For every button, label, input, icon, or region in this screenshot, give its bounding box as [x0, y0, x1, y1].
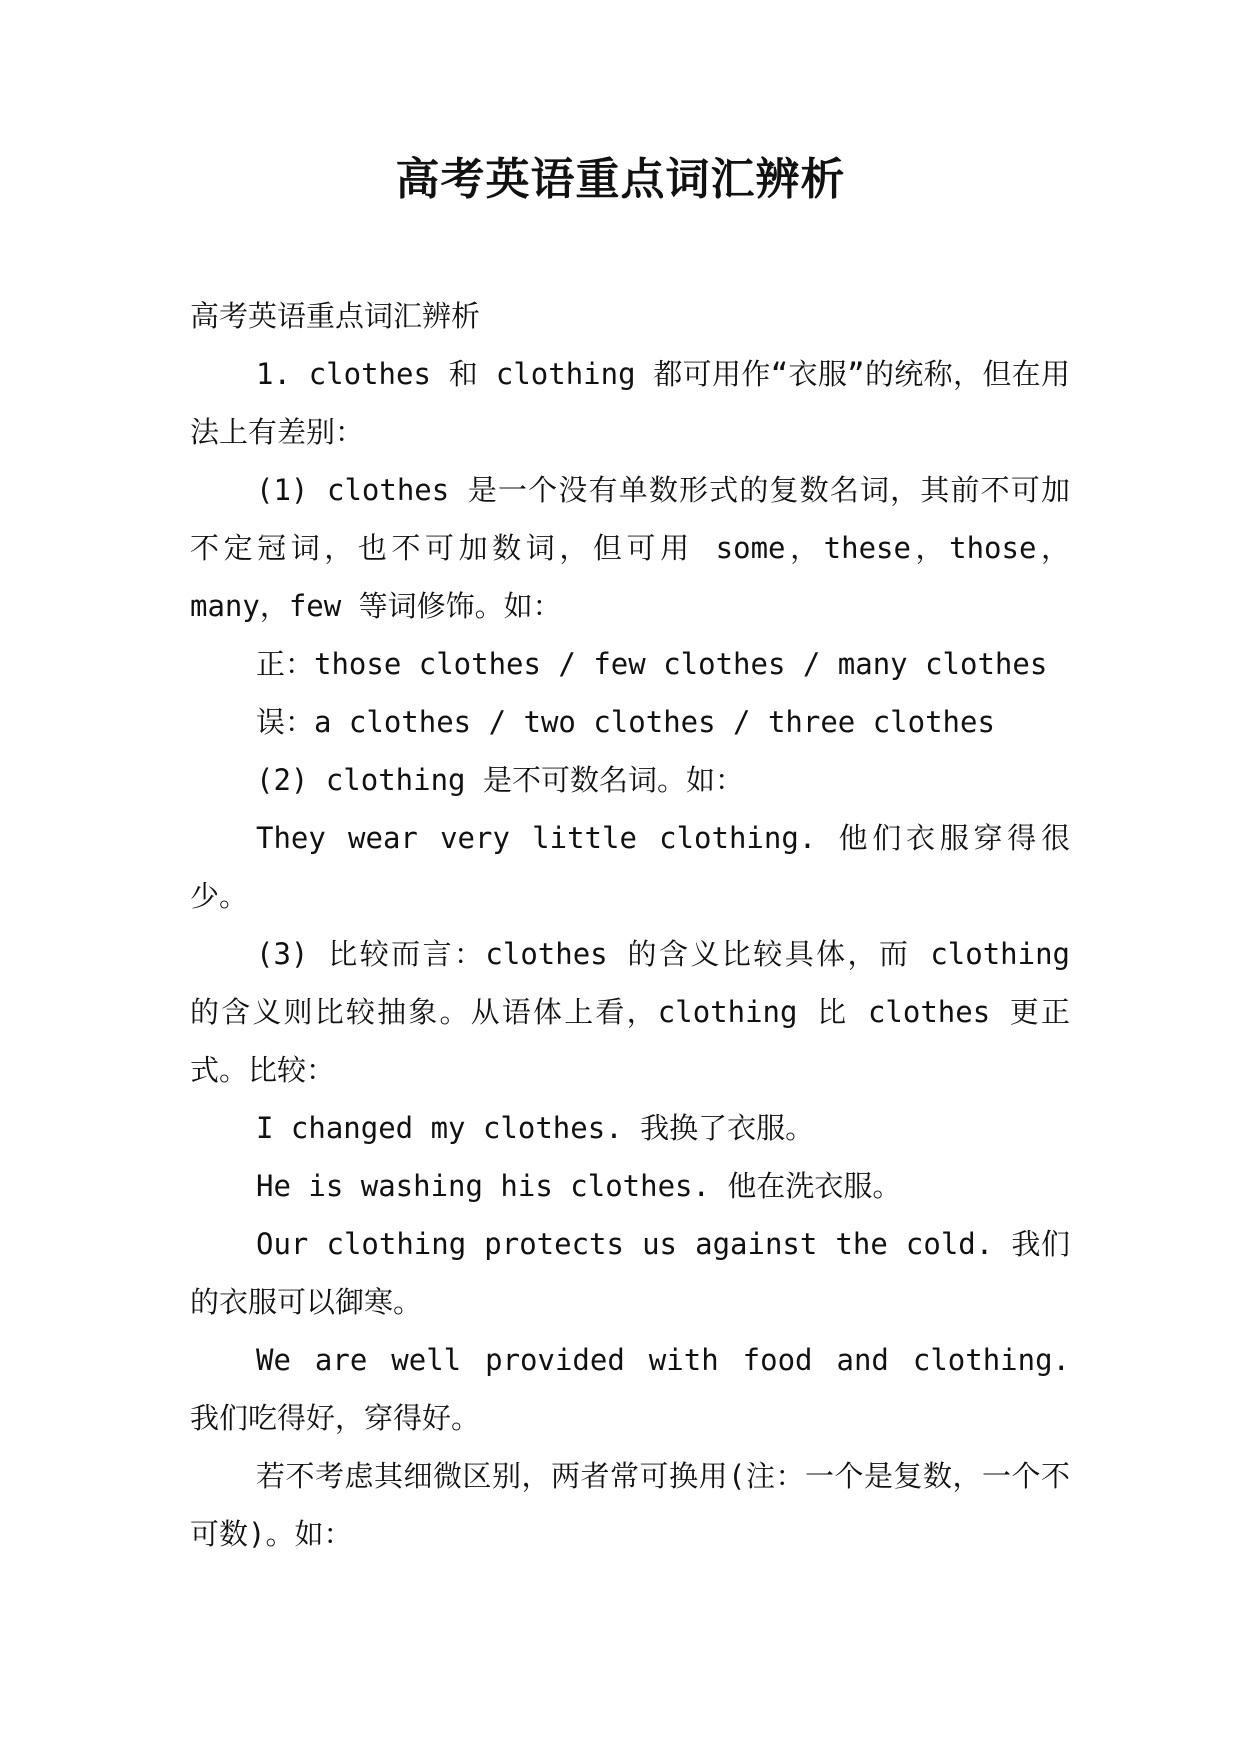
paragraph-subitem-2: (2) clothing 是不可数名词。如：: [256, 763, 744, 797]
paragraph-subitem-1: (1) clothes 是一个没有单数形式的复数名词，其前不可加不定冠词，也不可加数词，但可用 some，these，those，many，few 等词修饰。如：: [190, 473, 1070, 623]
paragraph-note: 若不考虑其细微区别，两者常可换用(注：一个是复数，一个不可数)。如：: [190, 1459, 1070, 1551]
document-title: 高考英语重点词汇辨析: [395, 154, 846, 205]
paragraph-correct-example: 正：those clothes / few clothes / many clothes: [256, 647, 1048, 681]
paragraph-subitem-3: (3) 比较而言：clothes 的含义比较具体，而 clothing 的含义则比较抽象。从语体上看，clothing 比 clothes 更正式。比较：: [190, 937, 1070, 1087]
paragraph-example-5: We are well provided with food and clothing. 我们吃得好，穿得好。: [190, 1343, 1070, 1435]
paragraph-example-3: He is washing his clothes. 他在洗衣服。: [256, 1169, 902, 1203]
paragraph-wrong-example: 误：a clothes / two clothes / three clothes: [256, 705, 995, 739]
document-body: [190, 287, 1070, 1563]
paragraph-example-1: They wear very little clothing. 他们衣服穿得很少。: [190, 821, 1070, 913]
paragraph-example-4: Our clothing protects us against the cold. 我们的衣服可以御寒。: [190, 1227, 1070, 1319]
paragraph-heading: 高考英语重点词汇辨析: [190, 299, 481, 333]
paragraph-example-2: I changed my clothes. 我换了衣服。: [256, 1111, 815, 1145]
paragraph-item-1: 1. clothes 和 clothing 都可用作“衣服”的统称，但在用法上有差别：: [190, 357, 1070, 449]
